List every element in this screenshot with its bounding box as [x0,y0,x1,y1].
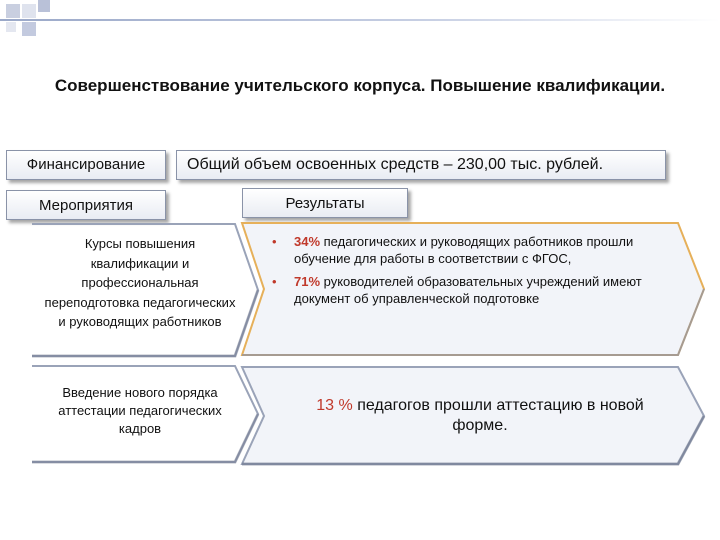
result-description: педагогических и руководящих работников прошли обучение для работы в соответствии с ФГОС, [294,234,634,266]
corner-square-1 [6,4,20,18]
result-percent: 71% [294,274,321,289]
financing-label: Финансирование [6,150,166,180]
result-description: руководителей образовательных учреждений имеют документ об управленческой подготовке [294,274,642,306]
result-percent: 34% [294,234,321,249]
result-bullet-1 [272,233,677,267]
corner-square-3 [38,0,50,12]
header-rule [0,19,720,21]
corner-square-5 [6,22,16,32]
activity-item-1: Курсы повышения квалификации и профессиональная переподготовка педагогических и руководящих работников [44,236,236,329]
bullet-marker: • [272,234,277,249]
certification-text: педагогов прошли аттестацию в новой форме. [352,397,644,434]
activities-header: Мероприятия [6,190,166,220]
result-bullet-2 [272,273,677,307]
page-title: Совершенствование учительского корпуса. Повышение квалификации. [54,76,666,95]
result-bullet-text [294,233,677,267]
results-header: Результаты [242,188,408,218]
certification-percent: 13 % [316,397,353,414]
bullet-marker: • [272,274,277,289]
corner-square-4 [22,22,36,36]
financing-total: Общий объем освоенных средств – 230,00 тыс. рублей. [176,150,666,180]
certification-result [300,396,660,436]
corner-square-2 [22,4,36,18]
activity-item-2: Введение нового порядка аттестации педагогических кадров [58,385,222,436]
results-list [272,233,677,313]
result-bullet-text [294,273,677,307]
